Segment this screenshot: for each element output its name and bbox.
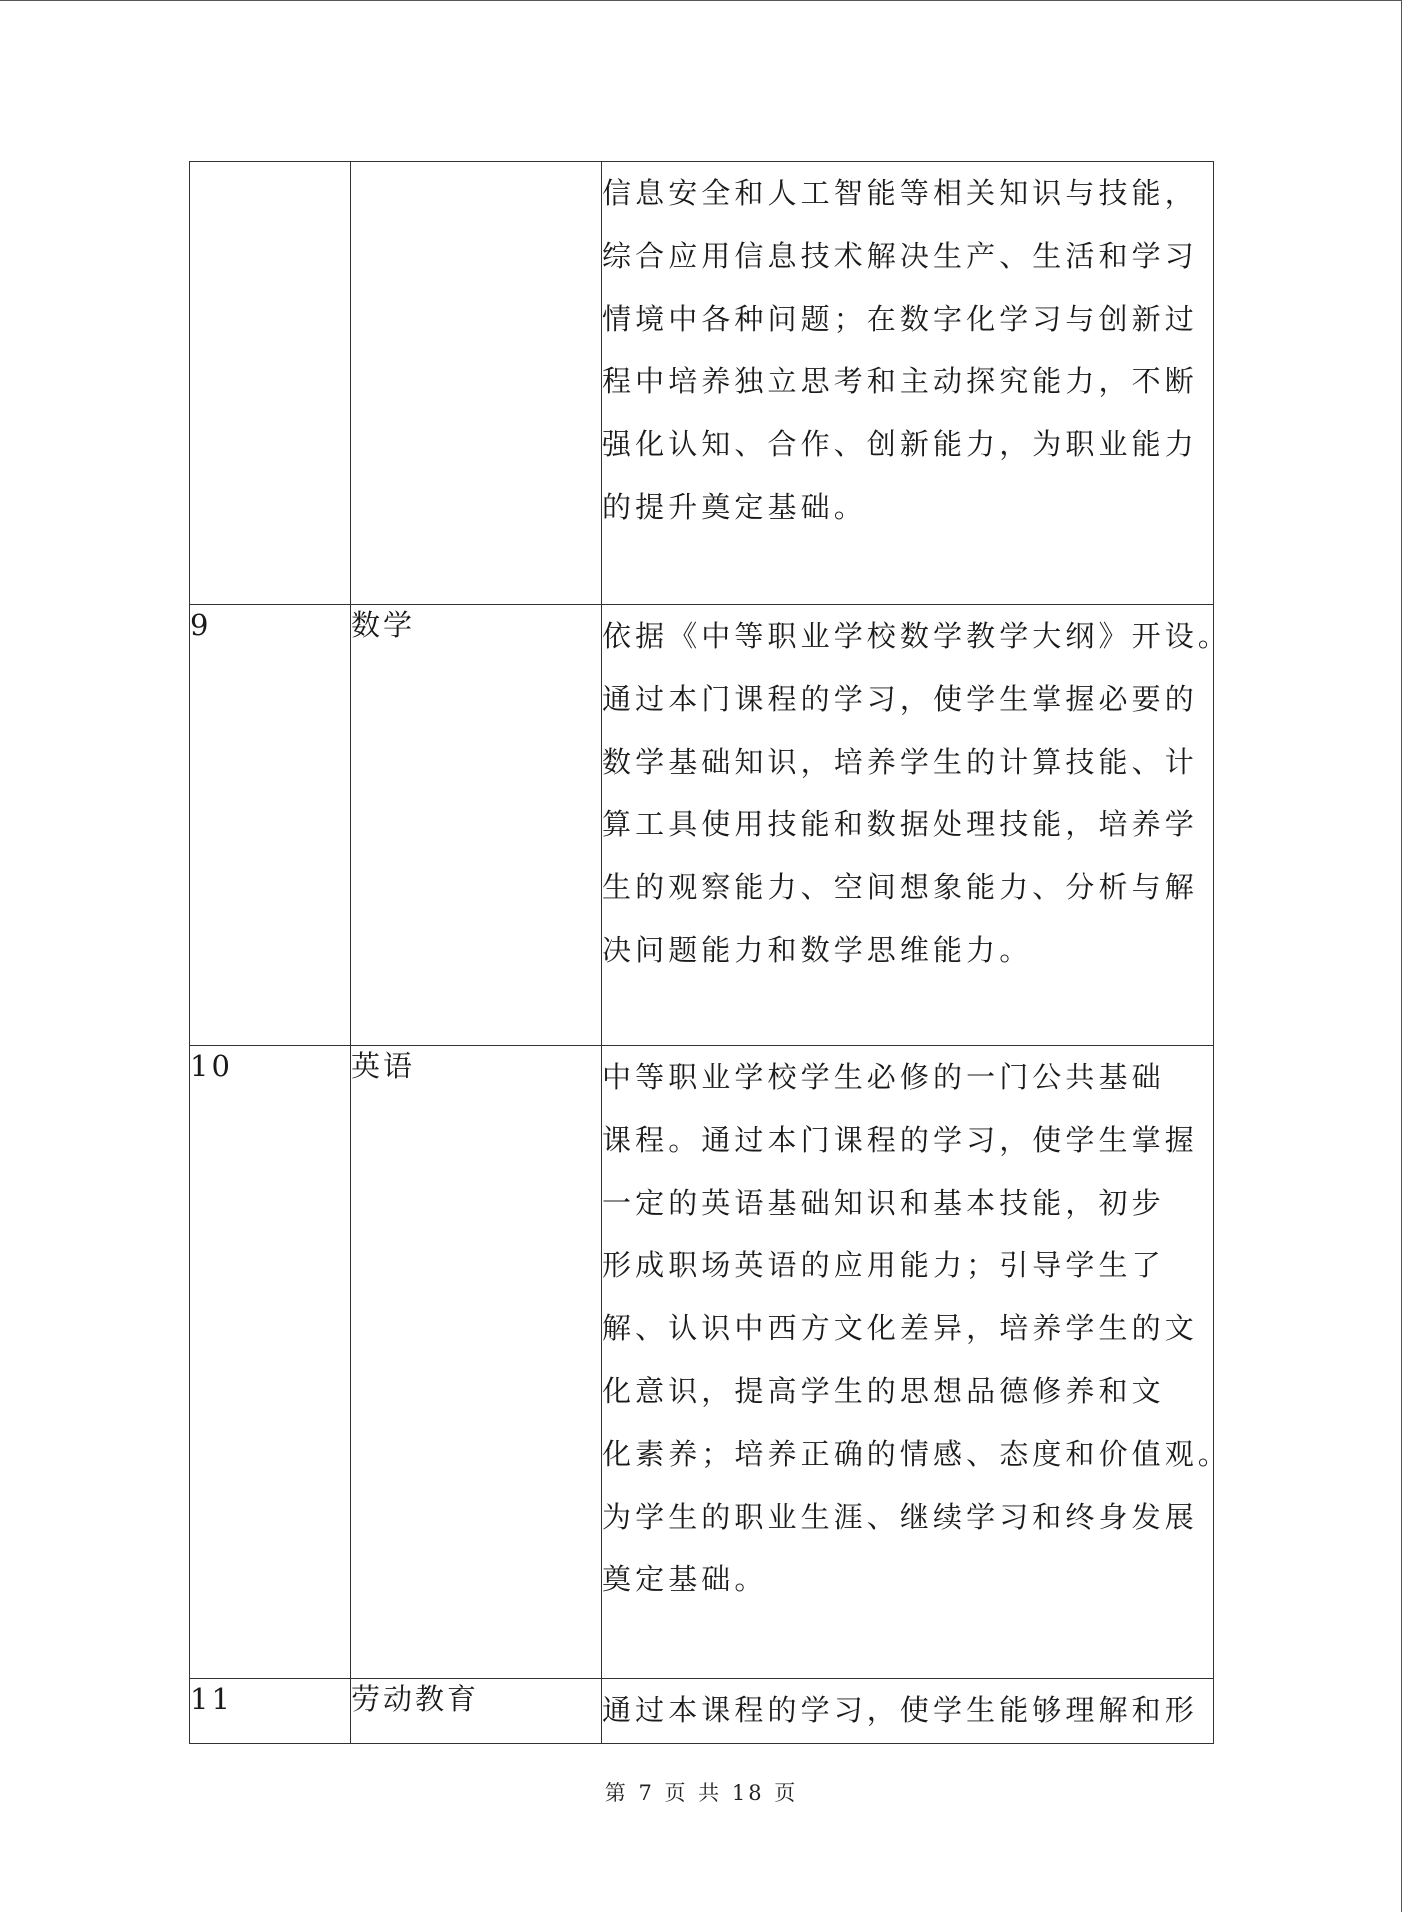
description-line: 算工具使用技能和数据处理技能，培养学 [602,807,1198,842]
course-name-cell: 数学 [351,605,602,1046]
table-row [190,1046,1214,1679]
description-line: 数学基础知识，培养学生的计算技能、计 [602,744,1198,779]
description-line: 生的观察能力、空间想象能力、分析与解 [602,870,1198,905]
description-line: 中等职业学校学生必修的一门公共基础 [602,1060,1165,1094]
course-table [189,161,1231,1744]
course-name-cell [351,162,602,605]
description-line: 通过本课程的学习，使学生能够理解和形 [602,1693,1198,1727]
course-number-cell: 10 [190,1046,351,1679]
description-line: 决问题能力和数学思维能力。 [602,932,1033,967]
description-line: 情境中各种问题；在数字化学习与创新过 [602,301,1198,336]
page-number-footer: 第 7 页 共 18 页 [604,1781,799,1805]
description-line: 程中培养独立思考和主动探究能力，不断 [602,364,1198,399]
course-description-cell [602,605,1231,1046]
course-description-cell [602,1679,1214,1744]
description-line: 通过本门课程的学习，使学生掌握必要的 [602,681,1198,716]
description-line: 为学生的职业生涯、继续学习和终身发展 [602,1499,1198,1534]
course-description-cell [602,162,1214,605]
description-line: 化意识，提高学生的思想品德修养和文 [602,1373,1165,1408]
description-line: 课程。通过本门课程的学习，使学生掌握 [602,1122,1198,1157]
course-name-cell: 英语 [351,1046,602,1679]
description-line: 的提升奠定基础。 [602,489,867,524]
course-number-cell: 9 [190,605,351,1046]
description-line: 形成职场英语的应用能力；引导学生了 [602,1248,1165,1283]
description-line: 化素养；培养正确的情感、态度和价值观。 [602,1436,1231,1471]
description-line: 信息安全和人工智能等相关知识与技能， [602,176,1198,210]
table-row [190,1679,1214,1744]
description-line: 综合应用信息技术解决生产、生活和学习 [602,238,1198,273]
course-description-cell [602,1046,1231,1679]
table-row [190,605,1214,1046]
course-number-cell [190,162,351,605]
course-number-cell: 11 [190,1679,351,1744]
table-row [190,162,1214,605]
description-line: 依据《中等职业学校数学教学大纲》开设。 [602,619,1231,653]
description-line: 解、认识中西方文化差异，培养学生的文 [602,1311,1198,1346]
description-line: 奠定基础。 [602,1562,768,1597]
course-name-cell: 劳动教育 [351,1679,602,1744]
description-line: 一定的英语基础知识和基本技能，初步 [602,1185,1165,1220]
description-line: 强化认知、合作、创新能力，为职业能力 [602,427,1198,462]
